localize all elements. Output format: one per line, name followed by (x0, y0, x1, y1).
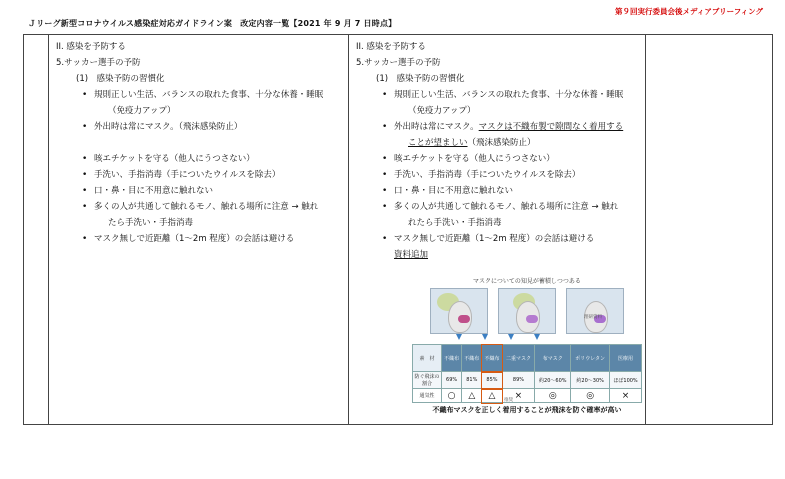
table-divider (48, 35, 49, 424)
table-cell: ほぼ100% (610, 372, 642, 389)
table-cell: 医療用 (610, 345, 642, 372)
bullet-item: • 外出時は常にマスク。（飛沫感染防止） (56, 119, 346, 135)
row-label: 防ぐ飛沫の割合 (413, 372, 442, 389)
bullet-item: • 口・鼻・目に不用意に触れない (56, 183, 346, 199)
page-title: Ｊリーグ新型コロナウイルス感染症対応ガイドライン案 改定内容一覧【2021 年 9 月 7 日時点】 (28, 19, 397, 28)
current-text-column (56, 39, 346, 247)
arrow-down-icon (534, 334, 540, 340)
bullet-text: （飛沫感染防止） (467, 138, 536, 148)
table-cell: △ (482, 389, 502, 403)
bullet-item: • 手洗い、手指消毒（手についたウイルスを除去） (56, 167, 346, 183)
face-illustration (430, 288, 488, 334)
revised-text: マスクは不織布製で隙間なく着用する (478, 122, 624, 132)
bullet-continuation: （免疫力アップ） (408, 106, 476, 116)
table-divider (348, 35, 349, 424)
subsection-heading: 5.サッカー選手の予防 (356, 58, 441, 68)
bullet-item: • 咳エチケットを守る（他人にうつさない） (356, 151, 644, 167)
added-material-label: 資料追加 (394, 250, 429, 260)
table-cell: 不織布 (442, 345, 462, 372)
mask-shape (458, 315, 470, 323)
arrow-down-icon (456, 334, 462, 340)
table-cell: ◎ (535, 389, 571, 403)
mask-data-table (412, 344, 642, 403)
briefing-label: 第９回実行委員会後メディアブリーフィング (615, 7, 763, 16)
revised-text-column (356, 39, 644, 263)
bullet-item: • 多くの人が共通して触れるモノ、触れる場所に注意 → 触れ (56, 199, 346, 215)
bullet-continuation (356, 135, 644, 151)
bullet-continuation: （免疫力アップ） (108, 106, 176, 116)
table-cell: × (502, 389, 535, 403)
bullet-item: • 口・鼻・目に不用意に触れない (356, 183, 644, 199)
bullet-item: • 規則正しい生活、バランスの取れた食事、十分な休養・睡眠 (56, 87, 346, 103)
bullet-continuation: れたら手洗い・手指消毒 (408, 218, 502, 228)
bullet-continuation: たら手洗い・手指消毒 (108, 218, 194, 228)
section-heading: II. 感染を予防する (56, 42, 126, 52)
subsection-heading: 5.サッカー選手の予防 (56, 58, 141, 68)
table-cell: 二重マスク (502, 345, 535, 372)
figure-caption: 不織布マスクを正しく着用することが飛沫を防ぐ確率が高い (432, 406, 622, 414)
table-cell: ポリウレタン (571, 345, 610, 372)
table-cell: ○ (442, 389, 462, 403)
bullet-item: • マスク無しで近距離（1～2m 程度）の会話は避ける (356, 231, 644, 247)
table-cell: 89% (502, 372, 535, 389)
table-cell: 不織布 (482, 345, 502, 372)
table-row (413, 389, 642, 403)
table-cell: × (610, 389, 642, 403)
bullet-text: 外出時は常にマスク。 (394, 122, 479, 132)
row-label: 通気性 (413, 389, 442, 403)
row-label: 素 材 (413, 345, 442, 372)
figure-title: マスクについての知見が蓄積しつつある (473, 278, 581, 285)
face-illustration (498, 288, 556, 334)
section-heading: II. 感染を予防する (356, 42, 426, 52)
table-cell: ◎ (571, 389, 610, 403)
arrow-down-icon (482, 334, 488, 340)
face-illustration (566, 288, 624, 334)
table-cell: 不織布 (462, 345, 482, 372)
item-heading: (1) 感染予防の習慣化 (376, 74, 465, 84)
table-cell: △ (462, 389, 482, 403)
table-cell: 85% (482, 372, 502, 389)
table-cell: 約20～60% (535, 372, 571, 389)
table-row (413, 372, 642, 389)
bullet-item: • 多くの人が共通して触れるモノ、触れる場所に注意 → 触れ (356, 199, 644, 215)
recommended-note: 推奨 (504, 398, 513, 403)
mask-comparison-figure (412, 276, 642, 420)
source-note: 理研資料 (584, 315, 602, 320)
table-cell: 81% (462, 372, 482, 389)
arrow-down-icon (508, 334, 514, 340)
bullet-item: • 規則正しい生活、バランスの取れた食事、十分な休養・睡眠 (356, 87, 644, 103)
table-cell: 布マスク (535, 345, 571, 372)
bullet-item: • 手洗い、手指消毒（手についたウイルスを除去） (356, 167, 644, 183)
mask-shape (526, 315, 538, 323)
bullet-item: • マスク無しで近距離（1～2m 程度）の会話は避ける (56, 231, 346, 247)
revised-text: ことが望ましい (408, 138, 468, 148)
table-cell: 69% (442, 372, 462, 389)
table-row (413, 345, 642, 372)
table-cell: 約20～30% (571, 372, 610, 389)
bullet-item: • 咳エチケットを守る（他人にうつさない） (56, 151, 346, 167)
item-heading: (1) 感染予防の習慣化 (76, 74, 165, 84)
table-divider (645, 35, 646, 424)
revision-table (23, 34, 773, 425)
bullet-item (356, 119, 644, 135)
